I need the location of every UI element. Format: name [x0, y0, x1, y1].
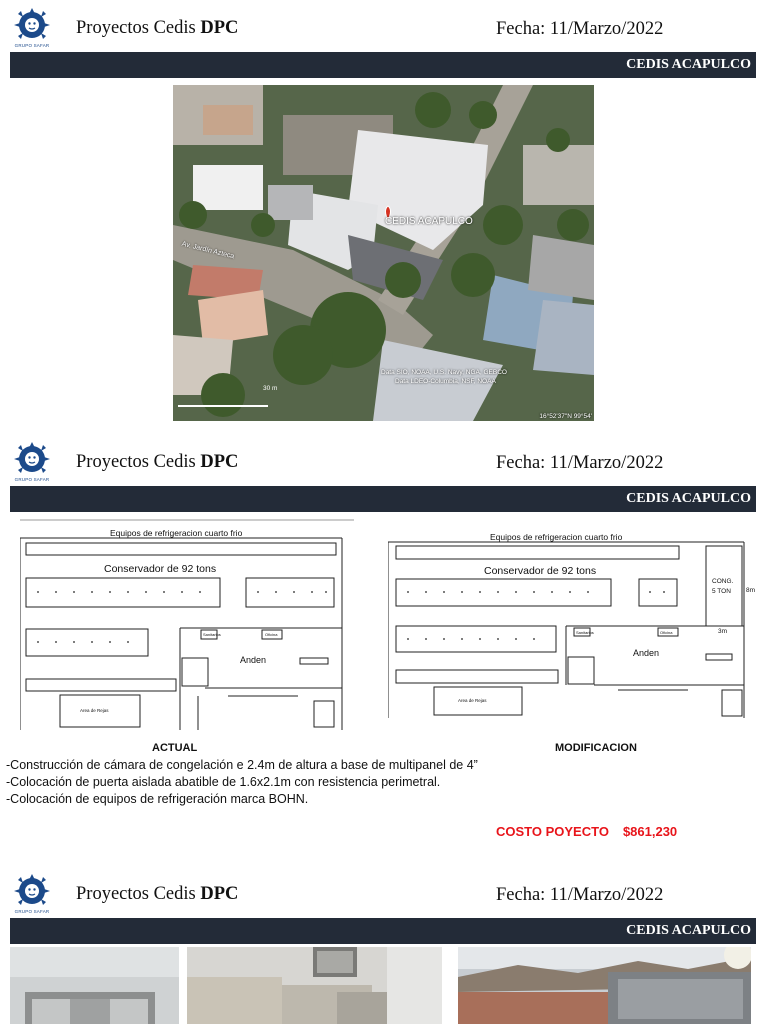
lion-logo-icon [10, 442, 54, 478]
banner-bar-3 [10, 918, 756, 944]
scope-list [6, 757, 478, 808]
banner-title: CEDIS ACAPULCO [626, 57, 751, 72]
plan-area-label: Area de Rejas [458, 698, 487, 703]
page-title [76, 884, 238, 905]
plan-top-label: Equipos de refrigeracion cuarto frio [110, 528, 243, 538]
logo-text: GRUPO SAFAR [14, 43, 50, 48]
floor-plan-modificacion [388, 530, 760, 720]
plan-room-label: Conservador de 92 tons [484, 565, 597, 577]
title-bold: DPC [200, 884, 239, 904]
banner-title: CEDIS ACAPULCO [626, 491, 751, 506]
map-attribution-1: Data SIO, NOAA, U.S. Navy, NGA, GEBCO [381, 369, 507, 376]
plan-area-label: Area de Rejas [80, 708, 109, 713]
title-prefix: Proyectos Cedis [76, 884, 201, 904]
banner-bar-2 [10, 486, 756, 512]
lion-logo-icon [10, 874, 54, 910]
scope-item: -Colocación de equipos de refrigeración marca BOHN. [6, 792, 309, 806]
page-title [76, 452, 238, 473]
plan-office-label: Oficina [265, 632, 278, 637]
scope-item: -Colocación de puerta aislada abatible de 1.6x2.1m con resistencia perimetral. [6, 775, 441, 789]
site-photo-3 [458, 947, 751, 1024]
dim-3m: 3m [718, 628, 728, 635]
floor-plan-actual [20, 518, 356, 732]
date-label: Fecha: 11/Marzo/2022 [496, 453, 664, 473]
cong-label-2: 5 TON [712, 588, 731, 595]
date-label: Fecha: 11/Marzo/2022 [496, 885, 664, 905]
plan-anden-label: Anden [240, 655, 267, 665]
page-header-2 [0, 434, 768, 484]
scope-item: -Construcción de cámara de congelación e 2.4m de altura a base de multipanel de 4” [6, 758, 478, 772]
caption-actual: ACTUAL [152, 742, 198, 754]
satellite-map [173, 85, 594, 421]
site-photo-2 [187, 947, 442, 1024]
map-scale: 30 m [263, 385, 278, 392]
map-footer: 16°52'37"N 99°54' [539, 413, 592, 420]
map-attribution-2: Data LDEO-Columbia, NSF, NOAA [395, 378, 496, 385]
logo-text: GRUPO SAFAR [14, 909, 50, 914]
page-title [76, 18, 238, 39]
company-logo [10, 8, 54, 50]
map-scale-bar [178, 405, 268, 407]
company-logo [10, 442, 54, 484]
company-logo [10, 874, 54, 916]
map-street-label: Av. Jardín Azteca [180, 240, 235, 261]
cost-label: COSTO POYECTO [496, 824, 609, 839]
plan-bath-label: Sanitarios [203, 632, 221, 637]
date-label: Fecha: 11/Marzo/2022 [496, 19, 664, 39]
page-header-1 [0, 0, 768, 50]
cost-value: $861,230 [622, 824, 678, 839]
title-prefix: Proyectos Cedis [76, 18, 201, 38]
plan-bath-label: Sanitarios [576, 630, 594, 635]
title-bold: DPC [200, 18, 239, 38]
title-prefix: Proyectos Cedis [76, 452, 201, 472]
plan-office-label: Oficina [660, 630, 673, 635]
project-cost [496, 824, 677, 839]
page-header-3 [0, 866, 768, 916]
dim-8m: 8m [746, 587, 756, 594]
banner-bar-1 [10, 52, 756, 78]
caption-modificacion: MODIFICACION [555, 742, 637, 754]
plan-anden-label: Anden [633, 648, 660, 658]
site-photo-1 [10, 947, 179, 1024]
map-pin-label: CEDIS ACAPULCO [385, 216, 473, 227]
banner-title: CEDIS ACAPULCO [626, 923, 751, 938]
plan-room-label: Conservador de 92 tons [104, 563, 217, 575]
plan-top-label: Equipos de refrigeracion cuarto frio [490, 532, 623, 542]
cong-label-1: CONG. [712, 578, 734, 585]
title-bold: DPC [200, 452, 239, 472]
lion-logo-icon [10, 8, 54, 44]
logo-text: GRUPO SAFAR [14, 477, 50, 482]
